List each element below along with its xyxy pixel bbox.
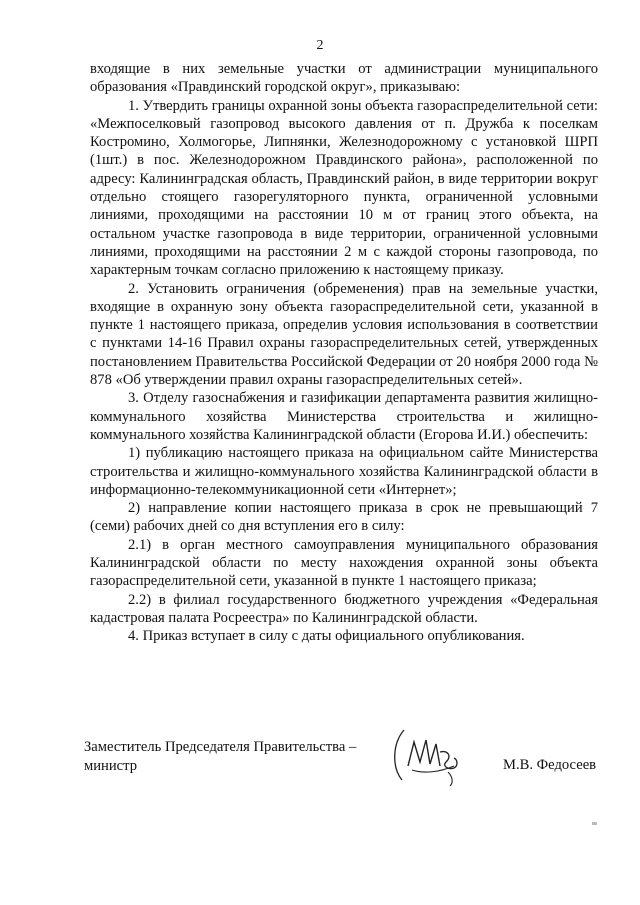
handwritten-signature: [388, 722, 466, 790]
document-body: [90, 60, 598, 646]
scan-speck: [592, 822, 597, 825]
paragraph-item-4: 4. Приказ вступает в силу с даты официального опубликования.: [128, 628, 525, 645]
paragraph-subitem-2-1: 2.1) в орган местного самоуправления муниципального образования Калининградской области по месту нахождения охранной зоны объекта газораспределительной сети, указанной в пункте 1 настоящего приказа;: [90, 536, 598, 590]
signatory-title-line1: Заместитель Председателя Правительства –: [84, 739, 357, 755]
paragraph-subitem-2-2: 2.2) в филиал государственного бюджетного учреждения «Федеральная кадастровая палата Росреестра» по Калининградской области.: [90, 591, 598, 626]
page-number: 2: [316, 38, 324, 53]
signatory-name: М.В. Федосеев: [503, 757, 597, 773]
paragraph-subitem-1: 1) публикацию настоящего приказа на официальном сайте Министерства строительства и жилищно-коммунального хозяйства Калининградской области в информационно-телекоммуникационной сети «Интернет»;: [90, 445, 598, 498]
paragraph-subitem-2: 2) направление копии настоящего приказа в срок не превышающий 7 (семи) рабочих дней со дня вступления его в силу:: [90, 500, 598, 535]
signatory-title-line2: министр: [84, 757, 137, 774]
signatory-title: [84, 738, 356, 775]
paragraph-intro: входящие в них земельные участки от администрации муниципального образования «Правдинский городской округ», приказываю:: [90, 61, 598, 96]
paragraph-item-3: 3. Отделу газоснабжения и газификации департамента развития жилищно-коммунального хозяйства Министерства строительства и жилищно-коммунального хозяйства Калининградской области (Егорова И.И.) обеспечить:: [90, 390, 598, 443]
paragraph-item-1: 1. Утвердить границы охранной зоны объекта газораспределительной сети: «Межпоселковый газопровод высокого давления от п. Дружба к поселкам Костромино, Холмогорье, Липнянки, Железнодорожному с установкой ШРП (1шт.) в пос. Железнодорожном Правдинского района», расположенной по адресу: Калининградская область, Правдинский район, в виде территории вокруг отдельно стоящего газорегуляторного пункта, ограниченной условными линиями, проходящими на расстоянии 10 м от границ этого объекта, на остальном участке газопровода в виде территории, ограниченной условными линиями, проходящими на расстоянии 2 м с каждой стороны газопровода, по характерным точкам согласно приложению к настоящему приказу.: [90, 97, 598, 279]
paragraph-item-2: 2. Установить ограничения (обременения) прав на земельные участки, входящие в охранную зону объекта газораспределительной сети, указанной в пункте 1 настоящего приказа, определив условия использования в соответствии с пунктами 14-16 Правил охраны газораспределительных сетей, утвержденных постановлением Правительства Российской Федерации от 20 ноября 2000 года № 878 «Об утверждении правил охраны газораспределительных сетей».: [90, 280, 598, 389]
